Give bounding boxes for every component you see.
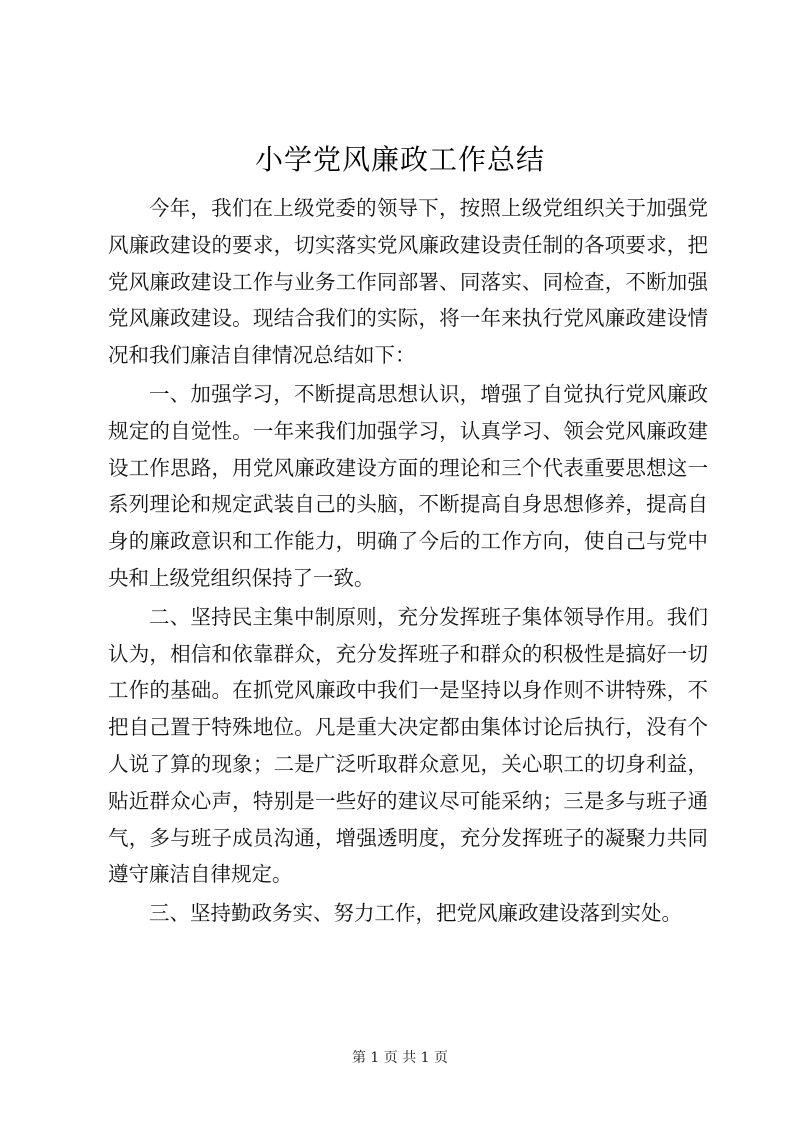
paragraph-intro: 今年，我们在上级党委的领导下，按照上级党组织关于加强党风廉政建设的要求，切实落实党风廉政建设责任制的各项要求，把党风廉政建设工作与业务工作同部署、同落实、同检查，不断加强党风廉政建设。现结合我们的实际，将一年来执行党风廉政建设情况和我们廉洁自律情况总结如下： (108, 196, 708, 368)
document-body (108, 190, 708, 934)
page-footer: 第 1 页 共 1 页 (351, 1050, 449, 1066)
paragraph-section-3: 三、坚持勤政务实、努力工作，把党风廉政建设落到实处。 (149, 901, 682, 926)
paragraph-section-1: 一、加强学习，不断提高思想认识，增强了自觉执行党风廉政规定的自觉性。一年来我们加强学习，认真学习、领会党风廉政建设工作思路，用党风廉政建设方面的理论和三个代表重要思想这一系列理论和规定武装自己的头脑，不断提高自身思想修养，提高自身的廉政意识和工作能力，明确了今后的工作方向，使自己与党中央和上级党组织保持了一致。 (108, 381, 708, 590)
paragraph-section-2: 二、坚持民主集中制原则，充分发挥班子集体领导作用。我们认为，相信和依靠群众，充分发挥班子和群众的积极性是搞好一切工作的基础。在抓党风廉政中我们一是坚持以身作则不讲特殊，不把自己置于特殊地位。凡是重大决定都由集体讨论后执行，没有个人说了算的现象；二是广泛听取群众意见，关心职工的切身利益，贴近群众心声，特别是一些好的建议尽可能采纳；三是多与班子通气，多与班子成员沟通，增强透明度，充分发挥班子的凝聚力共同遵守廉洁自律规定。 (108, 604, 708, 887)
document-title: 小学党风廉政工作总结 (254, 143, 545, 176)
